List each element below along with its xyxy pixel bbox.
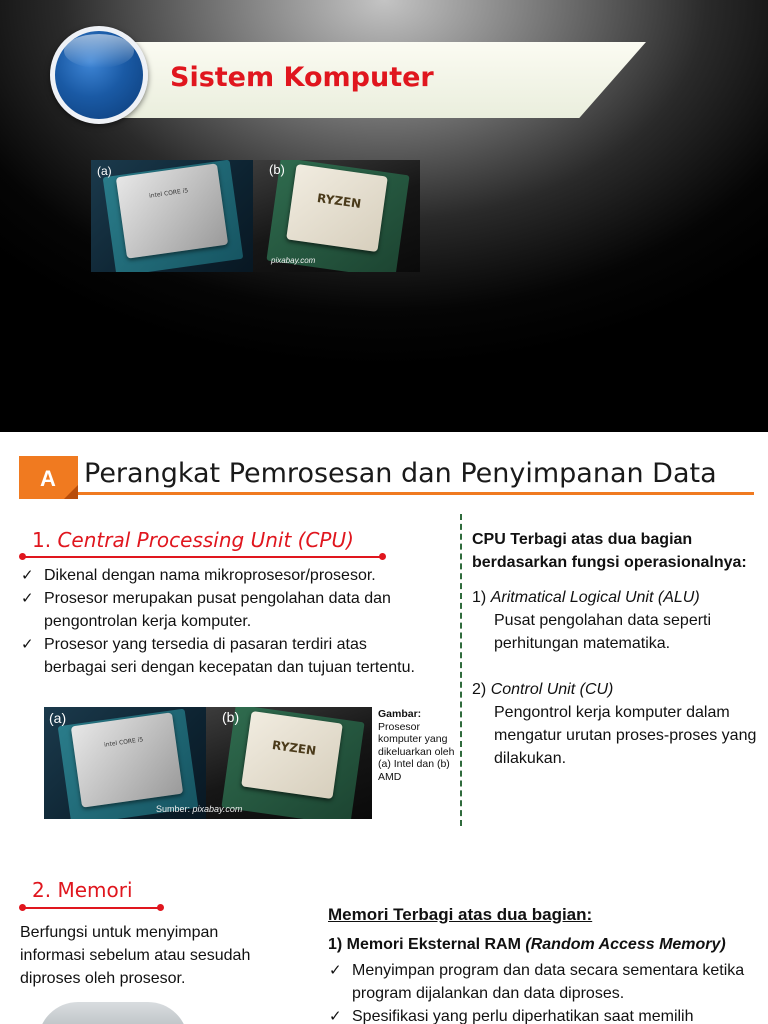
- memory-parts-heading: Memori Terbagi atas dua bagian:: [328, 905, 593, 924]
- alu-desc: Pusat pengolahan data seperti perhitungan matematika.: [494, 612, 712, 652]
- check-icon: ✓: [329, 962, 342, 979]
- photo-label-a: (a): [97, 164, 112, 178]
- section-letter: A: [40, 466, 56, 491]
- check-icon: ✓: [21, 590, 34, 607]
- cpu-heading-text: Central Processing Unit (CPU): [57, 528, 354, 552]
- underline-dot-right: [379, 553, 386, 560]
- list-item: ✓ Prosesor yang tersedia di pasaran terdiri atas berbagai seri dengan kecepatan dan tujuan tertentu.: [20, 633, 430, 679]
- check-icon: ✓: [21, 567, 34, 584]
- memory-heading-text: Memori: [57, 878, 133, 902]
- intel-cpu-photo: [91, 160, 253, 272]
- underline-dot-left: [19, 904, 26, 911]
- memory-photo: [38, 1002, 188, 1024]
- photo-label-b: (b): [222, 709, 240, 725]
- cpu-heading-underline: [22, 556, 382, 558]
- amd-cpu-photo: [206, 707, 372, 819]
- cu-name: Control Unit (CU): [490, 681, 614, 698]
- cpu-heading-number: 1.: [32, 528, 52, 552]
- check-icon: ✓: [329, 1008, 342, 1024]
- cpu-bullet-list: [20, 564, 430, 679]
- list-item: ✓ Dikenal dengan nama mikroprosesor/prosesor.: [20, 564, 430, 587]
- underline-dot-left: [19, 553, 26, 560]
- slide-title: Sistem Komputer: [170, 62, 434, 93]
- column-divider: [460, 514, 462, 826]
- list-item: ✓ Spesifikasi yang perlu diperhatikan saat memilih: [328, 1005, 758, 1024]
- photo-source-label: Sumber:: [156, 804, 191, 814]
- photo-label-a: (a): [49, 710, 67, 726]
- intel-chip-label: intel CORE i5: [148, 187, 189, 200]
- photo-source-line: [156, 804, 242, 814]
- ram-heading: 1) Memori Eksternal RAM (Random Access Memory): [328, 936, 726, 953]
- cu-desc: Pengontrol kerja komputer dalam mengatur urutan proses-proses yang dilakukan.: [494, 704, 757, 767]
- orb-shine: [64, 34, 134, 68]
- photo-source: pixabay.com: [271, 256, 316, 265]
- ryzen-chip-label: RYZEN: [316, 190, 362, 212]
- caption-text: Prosesor komputer yang dikeluarkan oleh (a) Intel dan (b) AMD: [378, 720, 455, 783]
- title-slide: [0, 0, 768, 432]
- alu-name: Aritmatical Logical Unit (ALU): [490, 589, 700, 606]
- ram-bullet-list: [328, 959, 758, 1024]
- caption-title: Gambar:: [378, 708, 422, 720]
- list-item: ✓ Prosesor merupakan pusat pengolahan data dan pengontrolan kerja komputer.: [20, 587, 430, 633]
- cpu-parts: [472, 528, 764, 770]
- intel-cpu-photo: [44, 707, 206, 819]
- photo-source: pixabay.com: [192, 804, 243, 814]
- list-item: ✓ Menyimpan program dan data secara sementara ketika program dijalankan dan data diproses.: [328, 959, 758, 1005]
- check-icon: ✓: [21, 636, 34, 653]
- photo-caption: [378, 708, 456, 783]
- memory-heading-underline: [22, 907, 160, 909]
- cpu-heading: [32, 528, 354, 552]
- memory-heading: [32, 878, 133, 902]
- section-title: Perangkat Pemrosesan dan Penyimpanan Data: [84, 458, 717, 489]
- amd-cpu-photo: [253, 160, 420, 272]
- intel-chip-label: intel CORE i5: [103, 736, 144, 749]
- list-item: 2) Control Unit (CU): [472, 681, 614, 698]
- underline-dot-right: [157, 904, 164, 911]
- ryzen-chip-label: RYZEN: [271, 737, 317, 759]
- cpu-parts-heading: CPU Terbagi atas dua bagian berdasarkan fungsi operasionalnya:: [472, 531, 747, 571]
- memory-heading-number: 2.: [32, 878, 52, 902]
- memory-desc: Berfungsi untuk menyimpan informasi sebelum atau sesudah diproses oleh prosesor.: [20, 924, 251, 987]
- photo-label-b: (b): [269, 162, 285, 177]
- list-item: 1) Aritmatical Logical Unit (ALU): [472, 589, 700, 606]
- section-title-rule: [78, 492, 754, 495]
- content-slide: [0, 432, 768, 1024]
